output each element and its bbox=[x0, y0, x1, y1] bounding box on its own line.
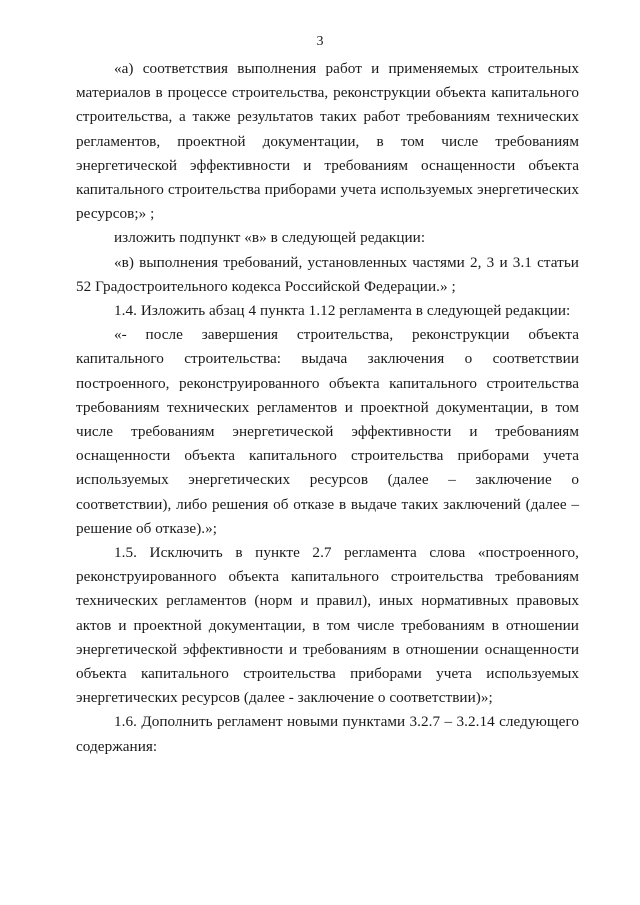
paragraph-item-1-4-quote: «- после завершения строительства, реконструкции объекта капитального строительства: выдача заключения о соответствии построенного, реконструированного объекта капитального строительства требованиям технических регламентов и проектной документации, в том числе требованиям энергетической эффективности и требованиям оснащенности объекта капитального строительства приборами учета используемых энергетических ресурсов (далее – заключение о соответствии), либо решения об отказе в выдаче таких заключений (далее – решение об отказе).»; bbox=[76, 326, 579, 537]
paragraph-subpoint-v: «в) выполнения требований, установленных частями 2, 3 и 3.1 статьи 52 Градостроительного кодекса Российской Федерации.» ; bbox=[76, 253, 579, 295]
document-body bbox=[76, 57, 579, 759]
paragraph-subpoint-a: «а) соответствия выполнения работ и применяемых строительных материалов в процессе строительства, реконструкции объекта капитального строительства, а также результатов таких работ требованиям технических регламентов, проектной документации, в том числе требованиям энергетической эффективности и требованиям оснащенности объекта капитального строительства приборами учета используемых энергетических ресурсов;» ; bbox=[76, 60, 579, 223]
paragraph-item-1-4: 1.4. Изложить абзац 4 пункта 1.12 регламента в следующей редакции: bbox=[114, 302, 571, 320]
paragraph-item-1-6: 1.6. Дополнить регламент новыми пунктами 3.2.7 – 3.2.14 следующего содержания: bbox=[76, 713, 579, 755]
paragraph-instruction-subpoint-v: изложить подпункт «в» в следующей редакции: bbox=[114, 229, 426, 247]
page-number: 3 bbox=[316, 34, 324, 49]
paragraph-item-1-5: 1.5. Исключить в пункте 2.7 регламента слова «построенного, реконструированного объекта капитального строительства требованиям технических регламентов (норм и правил), иных нормативных правовых актов и проектной документации, в том числе требованиям в отношении энергетической эффективности и требованиям в отношении оснащенности объекта капитального строительства приборами учета используемых энергетических ресурсов (далее - заключение о соответствии)»; bbox=[76, 544, 579, 707]
